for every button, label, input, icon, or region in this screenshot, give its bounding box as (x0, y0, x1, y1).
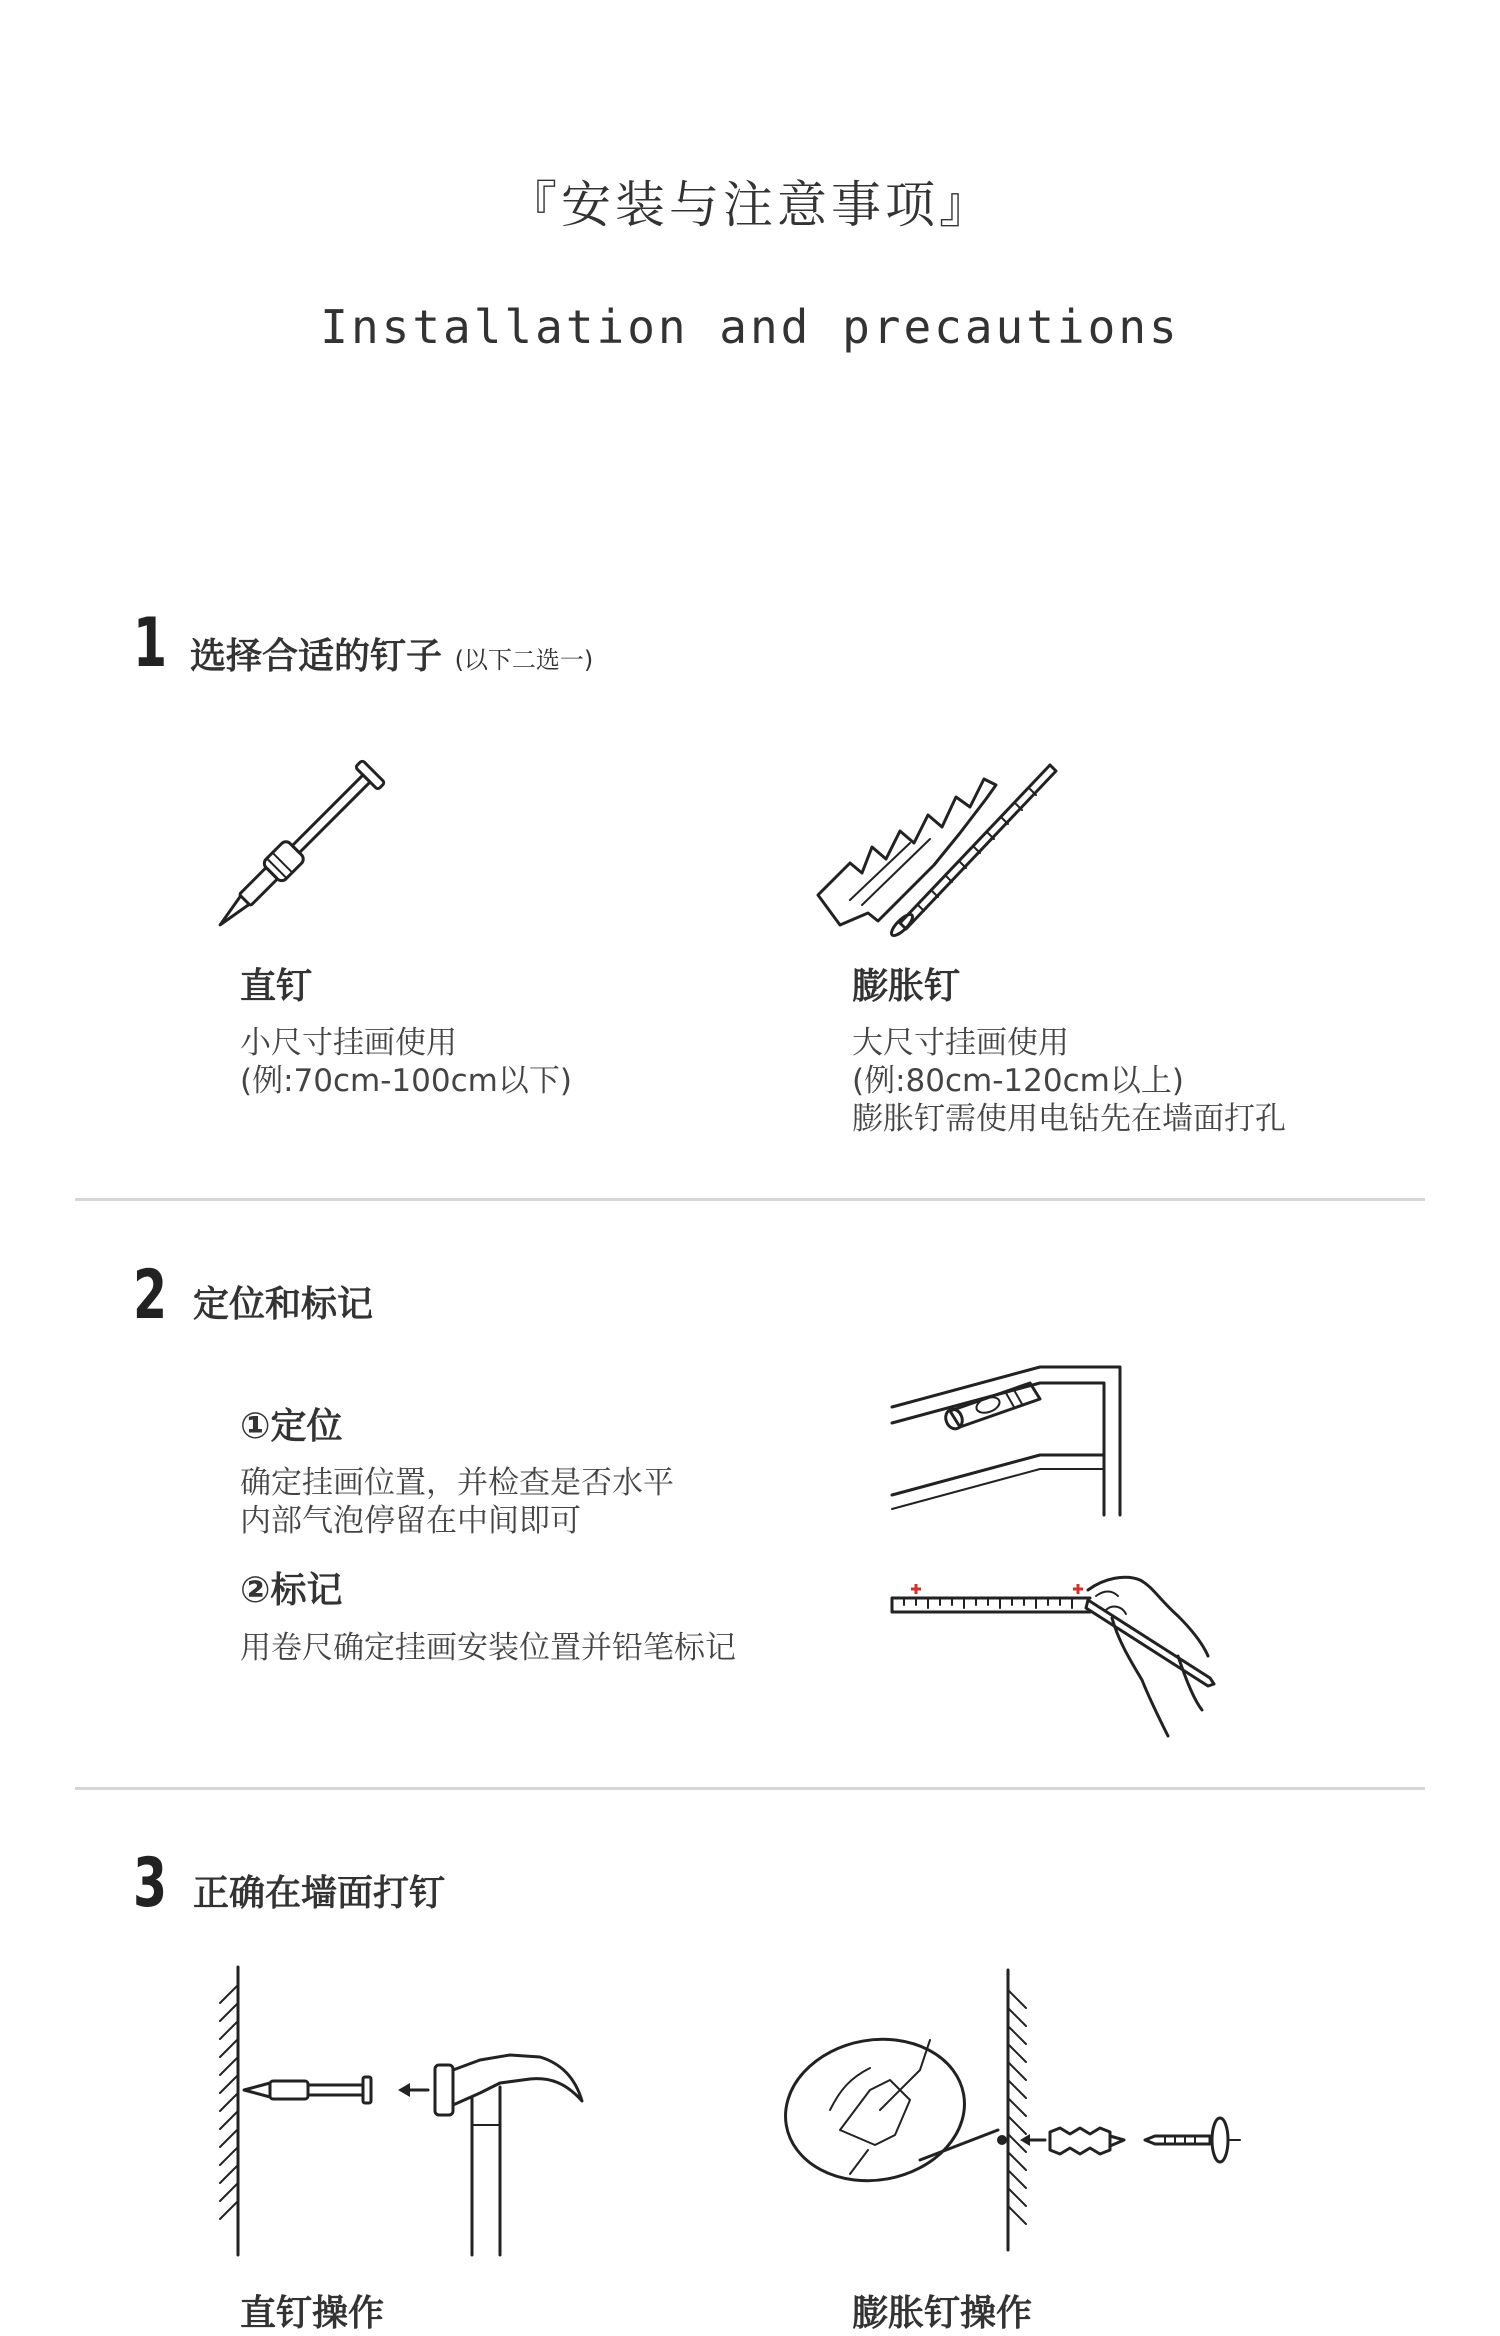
page-subtitle: Installation and precautions (320, 300, 1180, 354)
desc-line: 小尺寸挂画使用 (240, 1025, 457, 1061)
step-3-number: 3 (133, 1844, 168, 1923)
drill-expansion-anchor-icon (780, 1960, 1260, 2260)
desc-line: 确定挂画位置，并检查是否水平 (240, 1465, 674, 1501)
desc-line: 内部气泡停留在中间即可 (240, 1503, 581, 1539)
desc-line: (例:70cm-100cm以下) (240, 1063, 572, 1099)
hammer-nail-wall-icon (210, 1965, 590, 2265)
spirit-level-frame-icon (890, 1365, 1130, 1525)
straight-nail-caption: 直钉操作 (240, 2293, 385, 2334)
step-2-number: 2 (133, 1256, 168, 1335)
locate-desc (240, 1464, 674, 1540)
locate-subtitle: ①定位 (240, 1406, 343, 1447)
desc-line: 用卷尺确定挂画安装位置并铅笔标记 (240, 1630, 736, 1666)
section-divider (75, 1787, 1425, 1790)
tape-measure-pencil-icon (890, 1560, 1230, 1760)
expansion-nail-name: 膨胀钉 (852, 966, 961, 1007)
page-title: 『安装与注意事项』 (507, 176, 993, 234)
desc-line: 膨胀钉需使用电钻先在墙面打孔 (852, 1101, 1286, 1137)
expansion-nail-desc (852, 1024, 1286, 1138)
mark-desc (240, 1629, 736, 1667)
step-1-title (190, 628, 593, 679)
step-1-title-text: 选择合适的钉子 (190, 636, 443, 677)
step-2-title: 定位和标记 (193, 1284, 374, 1325)
straight-nail-icon (225, 760, 385, 920)
section-divider (75, 1198, 1425, 1201)
mark-subtitle: ②标记 (240, 1570, 343, 1611)
desc-line: (例:80cm-120cm以上) (852, 1063, 1184, 1099)
step-1-number: 1 (133, 604, 168, 683)
expansion-nail-caption: 膨胀钉操作 (852, 2293, 1033, 2334)
straight-nail-desc (240, 1024, 572, 1100)
straight-nail-name: 直钉 (240, 966, 313, 1007)
expansion-nail-icon (810, 735, 1070, 935)
step-1-note: (以下二选一) (454, 646, 594, 674)
step-3-title: 正确在墙面打钉 (193, 1873, 446, 1914)
desc-line: 大尺寸挂画使用 (852, 1025, 1069, 1061)
